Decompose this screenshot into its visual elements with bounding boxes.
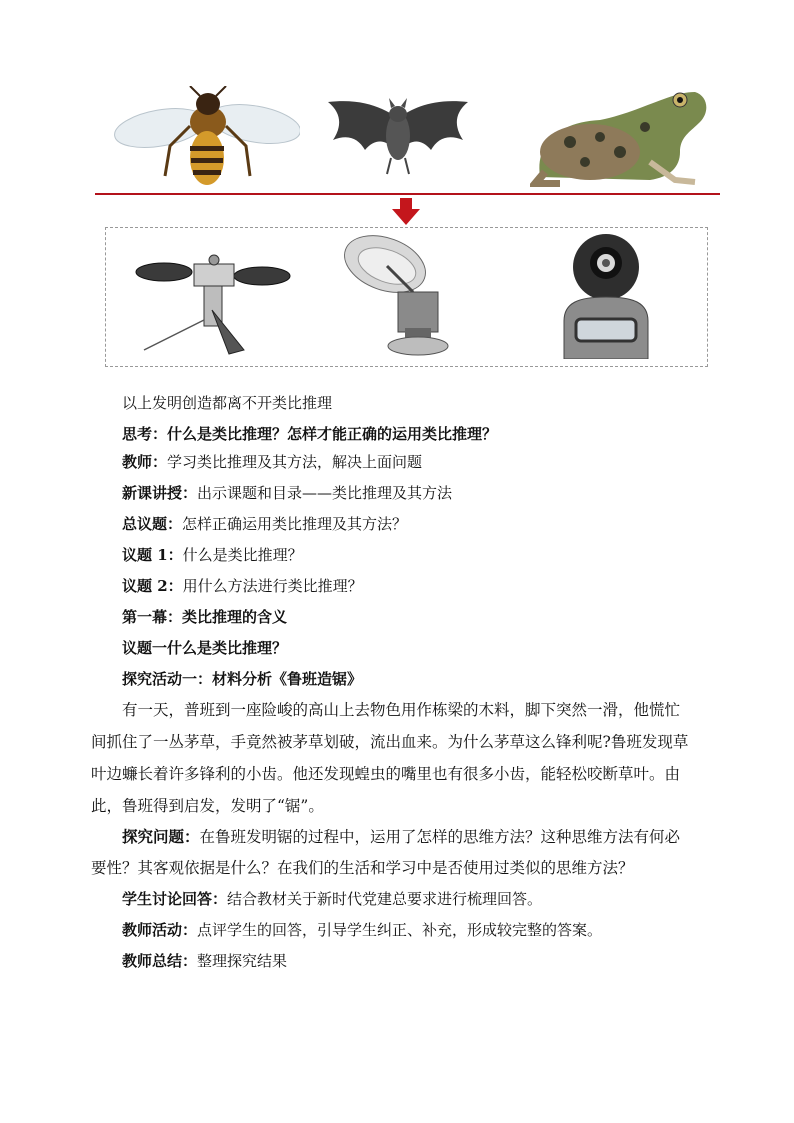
topic1-line: [122, 544, 303, 566]
think-text: 什么是类比推理？怎样才能正确的运用类比推理？: [167, 425, 498, 443]
topic1-label: 议题 1：: [122, 546, 183, 564]
question-line-2: 要性？其客观依据是什么？在我们的生活和学习中是否使用过类似的思维方法？: [91, 859, 634, 877]
teacher-activity-label: 教师活动：: [122, 921, 198, 939]
story-line-4: 此，鲁班得到启发，发明了“锯”。: [91, 797, 324, 815]
activity1-heading: 探究活动一：材料分析《鲁班造锯》: [122, 670, 363, 688]
teacher-line: [122, 451, 422, 473]
story-line-3: 叶边蠊长着许多锋利的小齿。他还发现蝗虫的嘴里也有很多小齿，能轻松咬断草叶。由: [91, 765, 681, 783]
story-line-1: 有一天，普班到一座险峻的高山上去物色用作栋梁的木料，脚下突然一滑，他慌忙: [122, 701, 681, 719]
main-topic-label: 总议题：: [122, 515, 183, 533]
robot-camera-illustration: [556, 231, 656, 359]
topic-one-heading: 议题一什么是类比推理？: [122, 639, 288, 657]
topic2-line: [122, 575, 363, 597]
radar-dish-illustration: [343, 232, 453, 358]
story-line-2: 间抓住了一丛茅草，手竟然被茅草划破，流出血来。为什么茅草这么锋利呢?鲁班发现草: [91, 733, 689, 751]
topic1-text: 什么是类比推理？: [182, 546, 303, 564]
teacher-summary-text: 整理探究结果: [197, 952, 288, 970]
bat-illustration: [323, 88, 473, 178]
new-lesson-text: 出示课题和目录——类比推理及其方法: [197, 484, 453, 502]
new-lesson-line: [122, 482, 452, 504]
discussion-label: 学生讨论回答：: [122, 890, 228, 908]
teacher-activity-text: 点评学生的回答，引导学生纠正、补充，形成较完整的答案。: [197, 921, 603, 939]
discussion-line: [122, 888, 542, 910]
frog-illustration: [530, 82, 710, 187]
teacher-summary-label: 教师总结：: [122, 952, 198, 970]
main-topic-text: 怎样正确运用类比推理及其方法？: [182, 515, 408, 533]
inventions-box: [105, 227, 708, 367]
question-text-1: 在鲁班发明锯的过程中，运用了怎样的思维方法？这种思维方法有何必: [199, 828, 681, 846]
teacher-label: 教师：: [122, 453, 168, 471]
new-lesson-label: 新课讲授：: [122, 484, 198, 502]
bee-illustration: [110, 86, 300, 192]
main-topic-line: [122, 513, 407, 535]
topic2-text: 用什么方法进行类比推理？: [182, 577, 363, 595]
discussion-text: 结合教材关于新时代党建总要求进行梳理回答。: [227, 890, 543, 908]
flapping-robot-illustration: [134, 250, 294, 355]
teacher-activity-line: [122, 919, 602, 941]
topic2-label: 议题 2：: [122, 577, 183, 595]
think-label: 思考：: [122, 425, 168, 443]
down-arrow-icon: [391, 198, 421, 226]
question-label: 探究问题：: [122, 827, 200, 846]
intro-text: 以上发明创造都离不开类比推理: [122, 394, 333, 412]
scene1-heading: 第一幕：类比推理的含义: [122, 608, 288, 626]
animal-images-row: [95, 82, 720, 192]
divider-rule: [95, 193, 720, 195]
think-line: [122, 423, 497, 445]
teacher-text: 学习类比推理及其方法，解决上面问题: [167, 453, 423, 471]
question-line-1: [122, 826, 680, 848]
teacher-summary-line: [122, 950, 287, 972]
